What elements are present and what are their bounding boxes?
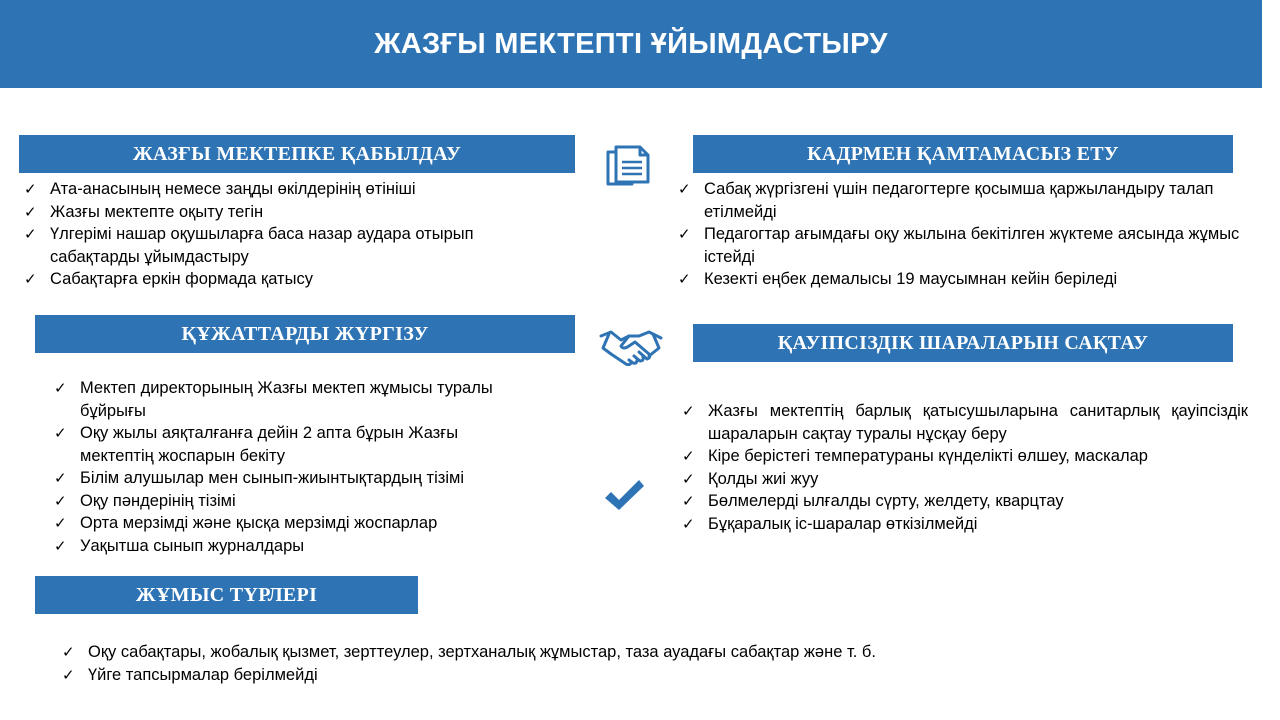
safety-heading-text: ҚАУІПСІЗДІК ШАРАЛАРЫН САҚТАУ xyxy=(777,331,1149,354)
checkmark-icon xyxy=(603,478,645,512)
staffing-heading-text: КАДРМЕН ҚАМТАМАСЫЗ ЕТУ xyxy=(807,142,1119,165)
work-types-list xyxy=(60,641,1160,686)
list-item: ✓ Бөлмелерді ылғалды сүрту, желдету, кварцтау xyxy=(680,490,1248,513)
list-item: ✓ Жазғы мектепте оқыту тегін xyxy=(22,201,567,224)
list-item: ✓ Сабақтарға еркін формада қатысу xyxy=(22,268,567,291)
list-item: ✓ Жазғы мектептің барлық қатысушыларына санитарлық қауіпсіздік шараларын сақтау туралы нұсқау беру xyxy=(680,400,1248,445)
list-item: ✓ Оқу пәндерінің тізімі xyxy=(52,490,532,513)
work-types-heading xyxy=(35,576,418,614)
list-item: ✓ Оқу сабақтары, жобалық қызмет, зерттеулер, зертханалық жұмыстар, таза ауадағы сабақтар және т. б. xyxy=(60,641,1160,664)
admission-heading-text: ЖАЗҒЫ МЕКТЕПКЕ ҚАБЫЛДАУ xyxy=(132,142,462,165)
list-item: ✓ Қолды жиі жуу xyxy=(680,468,1248,491)
title-banner xyxy=(0,0,1262,88)
list-item: ✓ Үйге тапсырмалар берілмейді xyxy=(60,664,1160,687)
documents-icon xyxy=(602,144,654,188)
documents-heading-text: ҚҰЖАТТАРДЫ ЖҮРГІЗУ xyxy=(181,322,429,345)
page-title: ЖАЗҒЫ МЕКТЕПТІ ҰЙЫМДАСТЫРУ xyxy=(374,27,888,60)
list-item: ✓ Уақытша сынып журналдары xyxy=(52,535,532,558)
list-item: ✓ Сабақ жүргізгені үшін педагогтерге қосымша қаржыландыру талап етілмейді xyxy=(676,178,1256,223)
documents-list xyxy=(52,377,532,557)
handshake-icon xyxy=(599,326,663,366)
safety-heading xyxy=(693,324,1233,362)
admission-heading xyxy=(19,135,575,173)
list-item: ✓ Ата-анасының немесе заңды өкілдерінің өтініші xyxy=(22,178,567,201)
list-item: ✓ Кіре берістегі температураны күнделікті өлшеу, маскалар xyxy=(680,445,1248,468)
list-item: ✓ Үлгерімі нашар оқушыларға баса назар аудара отырып сабақтарды ұйымдастыру xyxy=(22,223,567,268)
list-item: ✓ Оқу жылы аяқталғанға дейін 2 апта бұрын Жазғы мектептің жоспарын бекіту xyxy=(52,422,532,467)
work-types-heading-text: ЖҰМЫС ТҮРЛЕРІ xyxy=(135,583,318,606)
admission-list xyxy=(22,178,567,291)
safety-list xyxy=(680,400,1248,535)
list-item: ✓ Мектеп директорының Жазғы мектеп жұмысы туралы бұйрығы xyxy=(52,377,532,422)
list-item: ✓ Кезекті еңбек демалысы 19 маусымнан кейін беріледі xyxy=(676,268,1256,291)
documents-heading xyxy=(35,315,575,353)
list-item: ✓ Білім алушылар мен сынып-жиынтықтардың тізімі xyxy=(52,467,532,490)
staffing-list xyxy=(676,178,1256,291)
list-item: ✓ Бұқаралық іс-шаралар өткізілмейді xyxy=(680,513,1248,536)
list-item: ✓ Орта мерзімді және қысқа мерзімді жоспарлар xyxy=(52,512,532,535)
staffing-heading xyxy=(693,135,1233,173)
list-item: ✓ Педагогтар ағымдағы оқу жылына бекітілген жүктеме аясында жұмыс істейді xyxy=(676,223,1256,268)
